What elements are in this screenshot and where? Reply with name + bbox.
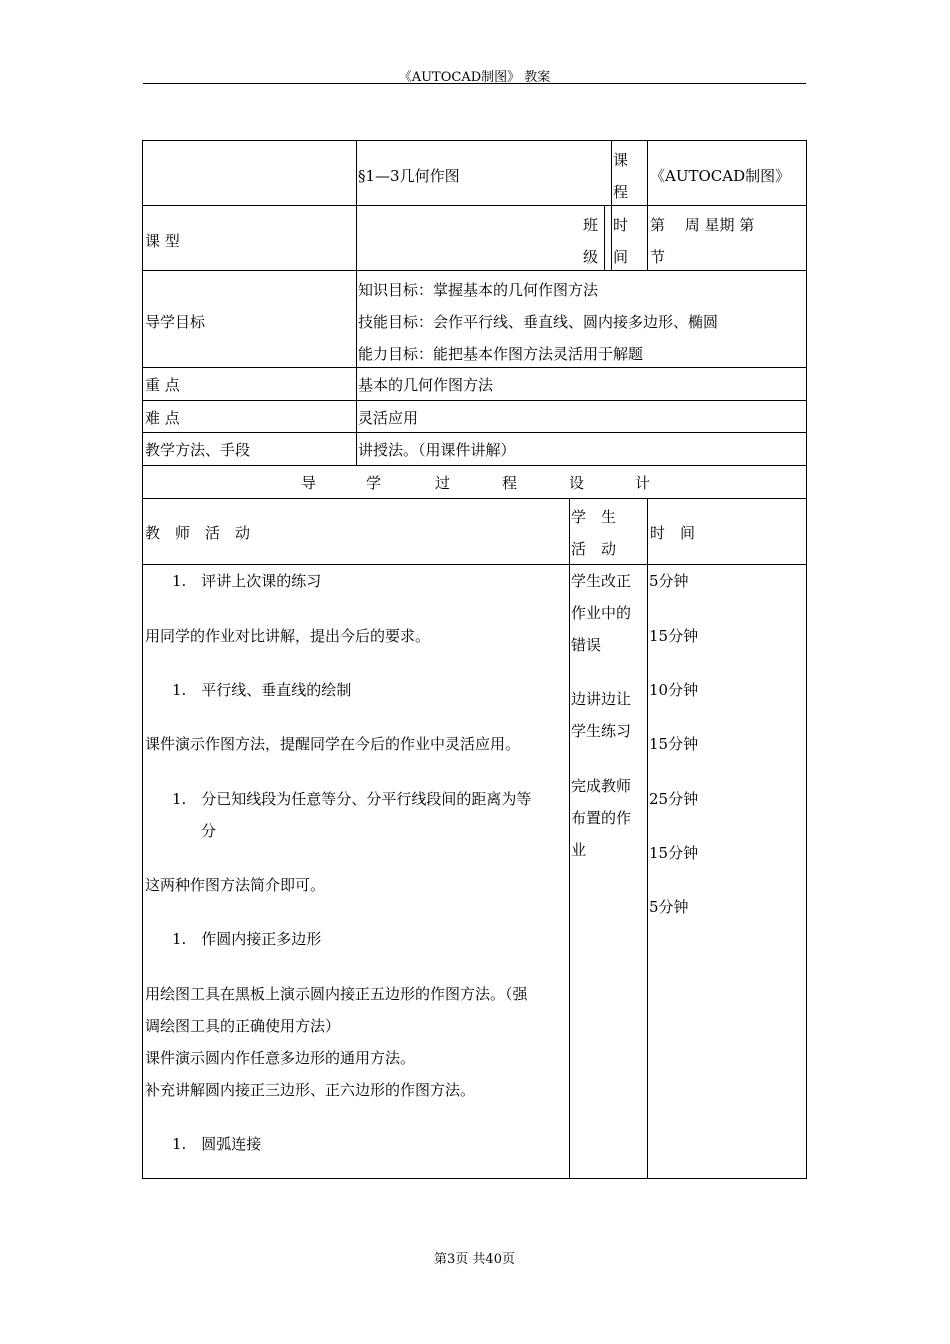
time-header: 时 间 xyxy=(650,524,696,542)
difficulty-label: 难 点 xyxy=(145,409,180,427)
design-title-char: 导 xyxy=(301,474,317,492)
teacher-activity-item: 1. 平行线、垂直线的绘制 xyxy=(172,681,352,699)
course-value: 《AUTOCAD制图》 xyxy=(650,167,791,185)
teacher-activity-item: 课件演示作图方法，提醒同学在今后的作业中灵活应用。 xyxy=(145,735,521,753)
design-title-char: 过 xyxy=(435,474,451,492)
method-label: 教学方法、手段 xyxy=(145,441,251,459)
student-activity-item: 错误 xyxy=(571,636,602,654)
design-title-char: 学 xyxy=(366,474,382,492)
header-rule xyxy=(143,83,806,84)
time-item: 5分钟 xyxy=(649,898,689,916)
col-divider xyxy=(647,140,648,270)
student-activity-item: 完成教师 xyxy=(571,777,632,795)
time-label: 间 xyxy=(613,248,629,266)
time-value: 第 周 星期 第 xyxy=(650,216,755,234)
col-divider xyxy=(356,140,357,465)
student-activity-item: 业 xyxy=(571,841,587,859)
lesson-topic: §1—3几何作图 xyxy=(358,167,460,185)
table-border-left xyxy=(142,140,143,1179)
goal-knowledge: 知识目标：掌握基本的几何作图方法 xyxy=(358,281,599,299)
goal-skill: 技能目标：会作平行线、垂直线、圆内接多边形、椭圆 xyxy=(358,313,719,331)
teacher-activity-item: 这两种作图方法简介即可。 xyxy=(145,876,326,894)
difficulty-value: 灵活应用 xyxy=(358,409,419,427)
teacher-activity-item: 1. 评讲上次课的练习 xyxy=(172,572,322,590)
teacher-activity-item: 用绘图工具在黑板上演示圆内接正五边形的作图方法。（强 xyxy=(145,985,528,1003)
time-item: 5分钟 xyxy=(649,572,689,590)
col-divider xyxy=(611,140,612,270)
page-header: 《AUTOCAD制图》 教案 xyxy=(398,70,551,85)
time-item: 15分钟 xyxy=(649,627,699,645)
goals-label: 导学目标 xyxy=(145,313,206,331)
teacher-activity-item: 用同学的作业对比讲解，提出今后的要求。 xyxy=(145,627,431,645)
lesson-type-label: 课 型 xyxy=(145,232,180,250)
course-label: 课 xyxy=(613,151,629,169)
row-divider xyxy=(142,432,807,433)
teacher-activity-item: 1. 分已知线段为任意等分、分平行线段间的距离为等 xyxy=(172,790,532,808)
class-label: 级 xyxy=(583,248,599,266)
time-item: 15分钟 xyxy=(649,735,699,753)
row-divider xyxy=(142,498,807,499)
goal-ability: 能力目标：能把基本作图方法灵活用于解题 xyxy=(358,345,644,363)
student-activity-item: 学生练习 xyxy=(571,722,632,740)
design-title-char: 计 xyxy=(635,474,651,492)
table-border-top xyxy=(142,140,807,141)
teacher-activity-item: 分 xyxy=(201,822,217,840)
row-divider xyxy=(142,205,807,206)
student-activity-item: 布置的作 xyxy=(571,809,632,827)
student-activity-item: 作业中的 xyxy=(571,604,632,622)
teacher-activity-item: 补充讲解圆内接正三边形、正六边形的作图方法。 xyxy=(145,1081,476,1099)
teacher-activity-item: 调绘图工具的正确使用方法） xyxy=(145,1017,341,1035)
teacher-activity-item: 课件演示圆内作任意多边形的通用方法。 xyxy=(145,1049,416,1067)
row-divider xyxy=(142,270,807,271)
time-label: 时 xyxy=(613,216,629,234)
design-title-char: 程 xyxy=(502,474,518,492)
key-point-value: 基本的几何作图方法 xyxy=(358,376,494,394)
col-divider xyxy=(604,205,605,270)
col-divider xyxy=(647,498,648,1179)
key-point-label: 重 点 xyxy=(145,376,180,394)
student-activity-item: 边讲边让 xyxy=(571,690,632,708)
time-item: 15分钟 xyxy=(649,844,699,862)
table-border-bottom xyxy=(142,1178,807,1179)
teacher-activity-item: 1. 圆弧连接 xyxy=(172,1135,262,1153)
method-value: 讲授法。（用课件讲解） xyxy=(358,441,516,459)
student-activity-header: 活 动 xyxy=(571,540,617,558)
time-value: 节 xyxy=(650,248,666,266)
teacher-activity-item: 1. 作圆内接正多边形 xyxy=(172,930,322,948)
page-footer: 第3页 共40页 xyxy=(434,1252,515,1267)
col-divider xyxy=(569,498,570,1179)
time-item: 10分钟 xyxy=(649,681,699,699)
teacher-activity-header: 教 师 活 动 xyxy=(145,524,251,542)
course-label: 程 xyxy=(613,183,629,201)
table-border-right xyxy=(806,140,807,1179)
student-activity-item: 学生改正 xyxy=(571,572,632,590)
class-label: 班 xyxy=(583,216,599,234)
design-title-char: 设 xyxy=(569,474,585,492)
student-activity-header: 学 生 xyxy=(571,508,617,526)
time-item: 25分钟 xyxy=(649,790,699,808)
